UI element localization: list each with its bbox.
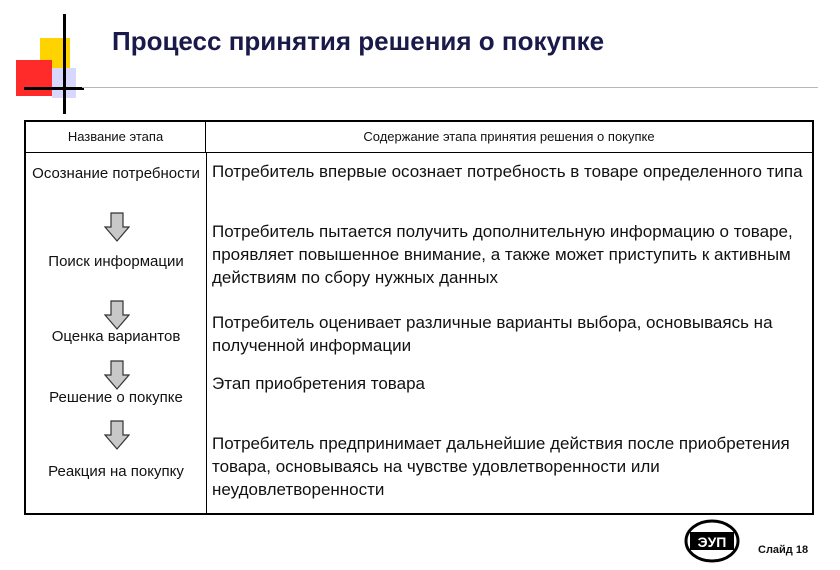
slide-title: Процесс принятия решения о покупке — [112, 26, 605, 56]
down-arrow-icon — [104, 420, 130, 450]
header-stage-name: Название этапа — [26, 122, 206, 152]
header-stage-content: Содержание этапа принятия решения о покупке — [363, 129, 655, 144]
decor-vertical-line — [63, 14, 66, 114]
slide-number: Слайд 18 — [758, 544, 809, 556]
down-arrow-icon — [104, 360, 130, 390]
column-divider — [206, 152, 207, 513]
decor-red-square — [16, 60, 52, 96]
table-header-row — [26, 122, 812, 153]
stage-awareness: Осознание потребности — [32, 165, 200, 182]
stages-table — [24, 120, 814, 515]
decor-horizontal-line — [24, 87, 84, 90]
desc-decision: Этап приобретения товара — [212, 374, 426, 393]
down-arrow-icon — [104, 212, 130, 242]
desc-info-search: Потребитель пытается получить дополнительную информацию о товаре, проявляет повышенное внимание, а также может приступить к активным действиям по сбору нужных данных — [212, 222, 793, 287]
desc-evaluation: Потребитель оценивает различные варианты выбора, основываясь на полученной информации — [212, 313, 773, 355]
stage-evaluation: Оценка вариантов — [51, 328, 181, 345]
stage-reaction: Реакция на покупку — [48, 463, 184, 480]
logo-text: ЭУП — [697, 534, 727, 550]
desc-awareness: Потребитель впервые осознает потребность в товаре определенного типа — [212, 162, 803, 181]
title-underline — [82, 87, 818, 88]
department-logo — [684, 518, 744, 564]
stage-info-search: Поиск информации — [48, 253, 184, 270]
stage-decision: Решение о покупке — [49, 389, 183, 406]
desc-reaction: Потребитель предпринимает дальнейшие действия после приобретения товара, основываясь на чувстве удовлетворенности или неудовлетворенности — [212, 434, 790, 499]
down-arrow-icon — [104, 300, 130, 330]
